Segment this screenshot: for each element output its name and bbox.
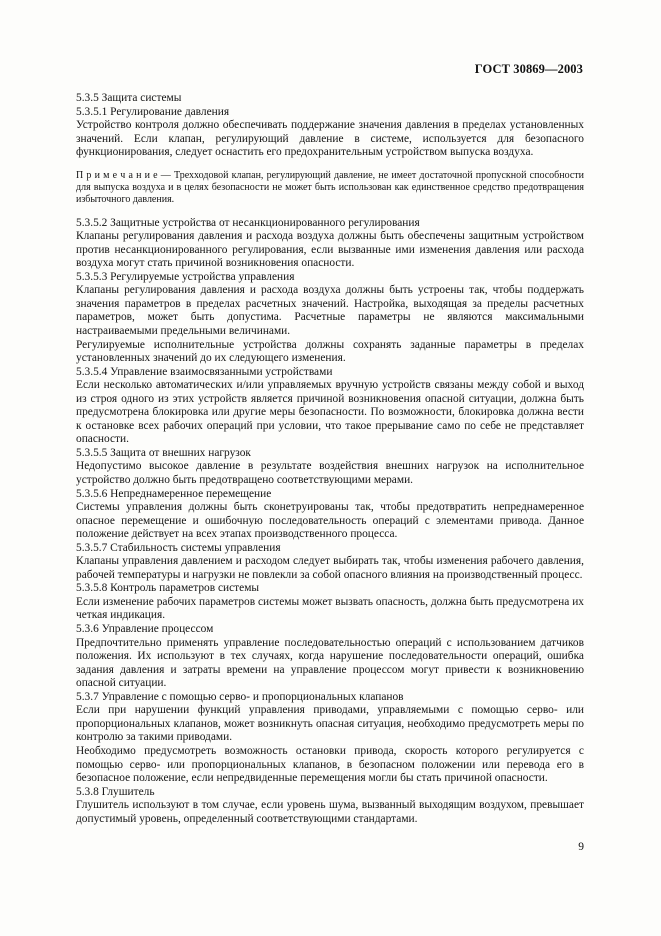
section-heading: 5.3.5.8 Контроль параметров системы <box>76 582 260 595</box>
section-heading: 5.3.5.5 Защита от внешних нагрузок <box>76 446 251 459</box>
paragraph: Предпочтительно применять управление последовательностью операций с использованием датчиков положения. Их используют в тех случаях, когда нарушение последовательности операций, ошибка задания давления и затраты времени на управление процессом могут привести к возникновению опасной ситуации. <box>76 636 584 690</box>
paragraph: Клапаны управления давлением и расходом следует выбирать так, чтобы изменения рабочего давления, рабочей температуры и нагрузки не повлекли за собой опасного влияния на производственный процесс. <box>76 555 584 581</box>
section-heading: 5.3.5 Защита системы <box>76 92 182 104</box>
paragraph: Недопустимо высокое давление в результате воздействия внешних нагрузок на исполнительное устройство должно быть предотвращено соответствующими мерами. <box>76 460 584 487</box>
paragraph: Регулируемые исполнительные устройства должны сохранять заданные параметры в пределах установленных значений до их следующего изменения. <box>76 338 584 365</box>
section-heading: 5.3.6 Управление процессом <box>76 623 214 636</box>
paragraph: Необходимо предусмотреть возможность остановки привода, скорость которого регулируется с помощью серво- или пропорциональных клапанов, в безопасном положении или перевода его в безопасное положение, если непредвиденные перемещения могли бы стать причиной опасности. <box>76 744 584 785</box>
paragraph: Если несколько автоматических и/или управляемых вручную устройств связаны между собой и выход из строя одного из этих устройств является причиной возникновения опасной ситуации, должна быть предусмотрена блокировка или другие меры безопасности. По возможности, блокировка должна вести к остановке всех рабочих операций при условии, что такое прерывание само по себе не представляет опасности. <box>76 379 584 446</box>
section-heading: 5.3.8 Глушитель <box>76 785 155 798</box>
document-id-header: ГОСТ 30869—2003 <box>474 62 583 76</box>
section-heading: 5.3.5.3 Регулируемые устройства управления <box>76 270 295 283</box>
section-heading: 5.3.5.2 Защитные устройства от несанкционированного регулирования <box>76 216 420 229</box>
paragraph: Если при нарушении функций управления приводами, управляемыми с помощью серво- или пропорциональных клапанов, может возникнуть опасная ситуация, необходимо предусмотреть меры по контролю за такими приводами. <box>76 704 584 744</box>
paragraph: Клапаны регулирования давления и расхода воздуха должны быть обеспечены защитным устройством против несанкционированного регулирования, если вызванные ими изменения давления или расхода воздуха могут стать причиной возникновения опасности. <box>76 230 584 270</box>
section-heading: 5.3.5.1 Регулирование давления <box>76 105 230 118</box>
paragraph: Системы управления должны быть сконетруированы так, чтобы предотвратить непреднамеренное опасное перемещение и ошибочную последовательность операций с элементами привода. Данное положение действует на всех этапах производственного процесса. <box>76 501 584 541</box>
section-heading: 5.3.7 Управление с помощью серво- и пропорциональных клапанов <box>76 690 404 703</box>
page-number: 9 <box>578 841 584 853</box>
paragraph: Если изменение рабочих параметров системы может вызвать опасность, должна быть предусмотрена их четкая индикация. <box>76 595 584 622</box>
paragraph: Глушитель используют в том случае, если уровень шума, вызванный выходящим воздухом, превышает допустимый уровень, определенный соответствующими стандартами. <box>76 799 584 825</box>
paragraph: Устройство контроля должно обеспечивать поддержание значения давления в пределах установленных значений. Если клапан, регулирующий давление в системе, используется для безопасного функционирования, следует оснастить его предохранительным устройством выпуска воздуха. <box>76 119 584 159</box>
section-heading: 5.3.5.7 Стабильность системы управления <box>76 541 281 554</box>
note: П р и м е ч а н и е — Трехходовой клапан, регулирующий давление, не имеет достаточной пропускной способности для выпуска воздуха и в целях безопасности не может быть использован как единственное средство предотвращения избыточного давления. <box>76 169 584 206</box>
section-heading: 5.3.5.6 Непреднамеренное перемещение <box>76 487 272 500</box>
document-body <box>76 92 584 826</box>
paragraph: Клапаны регулирования давления и расхода воздуха должны быть устроены так, чтобы поддержать значения параметров в пределах расчетных значений. Настройка, выходящая за пределы расчетных параметров, может быть допустима. Расчетные параметры не являются максимальными настраиваемыми предельными величинами. <box>76 284 584 337</box>
section-heading: 5.3.5.4 Управление взаимосвязанными устройствами <box>76 365 333 378</box>
